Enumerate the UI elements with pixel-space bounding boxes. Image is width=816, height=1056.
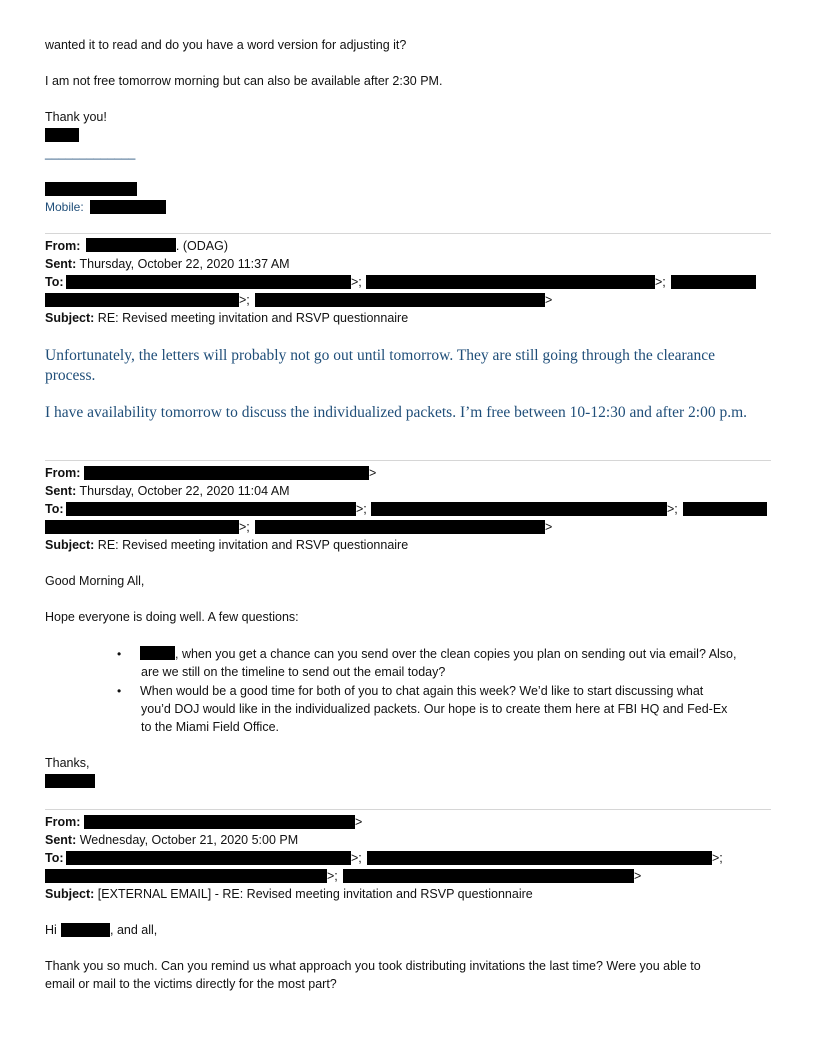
body-text-line: wanted it to read and do you have a word version for adjusting it? (45, 38, 407, 52)
redaction-box (343, 869, 634, 883)
from-label: From: (45, 239, 81, 253)
to-label: To: (45, 502, 64, 516)
signature-underline: _____________ (45, 146, 136, 160)
bullet-text-line: to the Miami Field Office. (141, 720, 280, 734)
body-paragraph: Unfortunately, the letters will probably not go out until tomorrow. They are still going through the clearance process. (45, 347, 716, 384)
signoff-text: Thanks, (45, 756, 90, 770)
sent-label: Sent: (45, 484, 77, 498)
redaction-box (371, 502, 667, 516)
to-label: To: (45, 275, 64, 289)
subject-value: RE: Revised meeting invitation and RSVP questionnaire (97, 538, 409, 552)
email-to-row (45, 850, 64, 866)
sent-value: Thursday, October 22, 2020 11:37 AM (79, 257, 290, 271)
email-sent-row (45, 483, 290, 499)
mobile-label: Mobile: (45, 200, 84, 214)
recipient-separator: >; (239, 520, 250, 534)
bullet-text-line: you’d DOJ would like in the individualized packets. Our hope is to create them here at FBI HQ and Fed-Ex (141, 702, 728, 716)
recipient-separator: >; (667, 502, 678, 516)
redaction-box (45, 520, 239, 534)
redaction-box (66, 502, 356, 516)
redaction-box (45, 293, 239, 307)
recipient-end: > (369, 466, 377, 480)
redaction-box (66, 851, 351, 865)
recipient-end: > (545, 293, 553, 307)
redaction-box (683, 502, 767, 516)
email-to-row (45, 501, 64, 517)
bullet-text-line: , when you get a chance can you send over the clean copies you plan on sending out via email? Also, (175, 647, 737, 661)
sent-value: Thursday, October 22, 2020 11:04 AM (79, 484, 290, 498)
bullet-glyph: • (117, 684, 122, 698)
hi-suffix: , and all, (110, 923, 158, 937)
recipient-separator: >; (351, 851, 362, 865)
redaction-box (367, 851, 712, 865)
from-label: From: (45, 466, 81, 480)
email-to-row (45, 274, 64, 290)
sent-label: Sent: (45, 833, 77, 847)
recipient-separator: >; (655, 275, 666, 289)
body-text-line: email or mail to the victims directly for the most part? (45, 977, 337, 991)
separator-line (45, 460, 771, 461)
body-text-line: Thank you so much. Can you remind us what approach you took distributing invitations the last time? Were you able to (45, 959, 701, 973)
recipient-end: > (355, 815, 363, 829)
greeting-text: Good Morning All, (45, 574, 145, 588)
recipient-separator: >; (356, 502, 367, 516)
recipient-separator: >; (327, 869, 338, 883)
email-from-row (45, 465, 80, 481)
recipient-separator: >; (712, 851, 723, 865)
sent-label: Sent: (45, 257, 77, 271)
redaction-box (255, 293, 545, 307)
email-from-row (45, 814, 80, 830)
redaction-box (45, 182, 137, 196)
redaction-box (86, 238, 176, 252)
redaction-box (84, 466, 369, 480)
subject-label: Subject: (45, 538, 95, 552)
redaction-box (84, 815, 355, 829)
subject-value: [EXTERNAL EMAIL] - RE: Revised meeting invitation and RSVP questionnaire (97, 887, 533, 901)
subject-label: Subject: (45, 887, 95, 901)
redaction-box (140, 646, 175, 660)
thanks-text: Thank you! (45, 110, 107, 124)
recipient-separator: >; (239, 293, 250, 307)
from-suffix: . (ODAG) (175, 239, 228, 253)
separator-line (45, 809, 771, 810)
email-subject-row (45, 886, 533, 902)
redaction-box (90, 200, 166, 214)
redaction-box (671, 275, 756, 289)
redaction-box (255, 520, 545, 534)
intro-text: Hope everyone is doing well. A few questions: (45, 610, 299, 624)
redaction-box (45, 128, 79, 142)
redaction-box (45, 869, 327, 883)
redaction-box (45, 774, 95, 788)
separator-line (45, 233, 771, 234)
bullet-glyph: • (117, 647, 122, 661)
recipient-separator: >; (351, 275, 362, 289)
subject-label: Subject: (45, 311, 95, 325)
redaction-box (66, 275, 351, 289)
hi-prefix: Hi (45, 923, 57, 937)
redaction-box (61, 923, 110, 937)
from-label: From: (45, 815, 81, 829)
body-paragraph: I have availability tomorrow to discuss the individualized packets. I’m free between 10-12:30 and after 2:00 p.m. (45, 404, 748, 421)
to-label: To: (45, 851, 64, 865)
body-text-line: I am not free tomorrow morning but can also be available after 2:30 PM. (45, 74, 443, 88)
email-sent-row (45, 256, 290, 272)
email-subject-row (45, 537, 408, 553)
bullet-text-line: are we still on the timeline to send out the email today? (141, 665, 446, 679)
email-sent-row (45, 832, 298, 848)
bullet-text-line: When would be a good time for both of you to chat again this week? We’d like to start discussing what (140, 684, 704, 698)
redaction-box (366, 275, 655, 289)
email-subject-row (45, 310, 408, 326)
recipient-end: > (545, 520, 553, 534)
greeting-row (45, 922, 57, 938)
email-from-row (45, 238, 228, 254)
recipient-end: > (634, 869, 642, 883)
sent-value: Wednesday, October 21, 2020 5:00 PM (79, 833, 299, 847)
subject-value: RE: Revised meeting invitation and RSVP questionnaire (97, 311, 409, 325)
